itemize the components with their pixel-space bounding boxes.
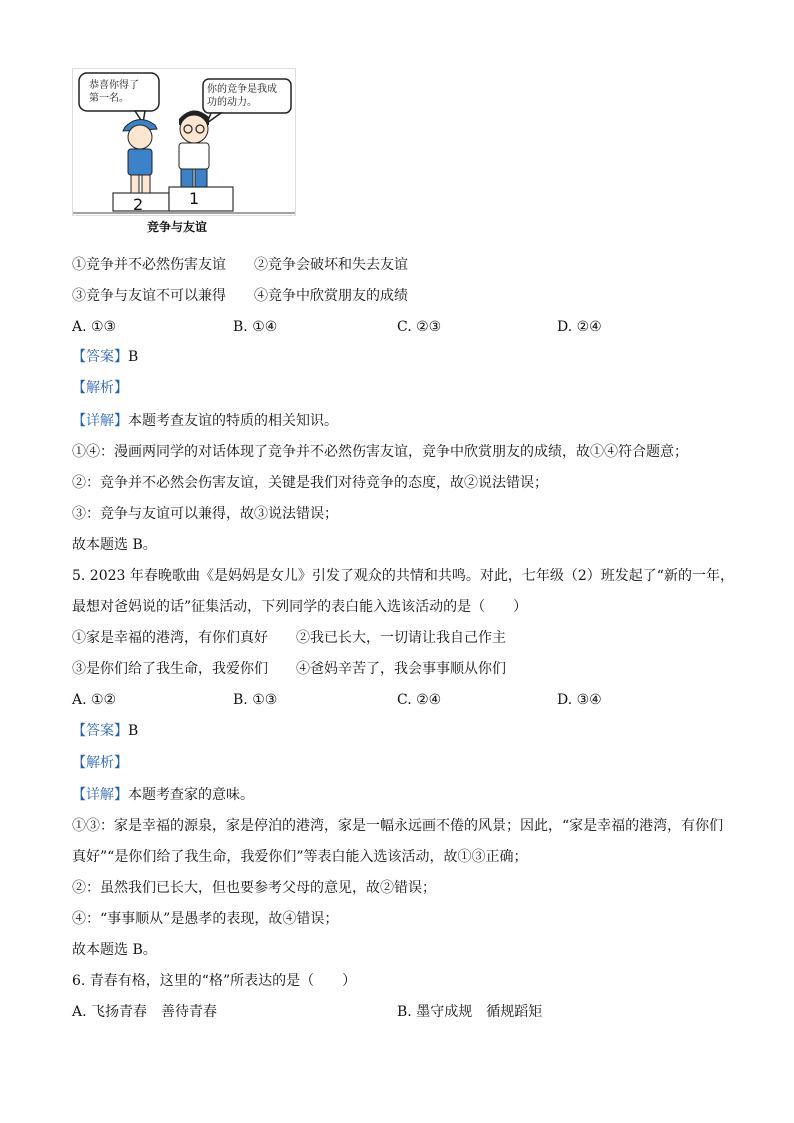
q5-answer-value: B [128, 723, 139, 739]
q4-statements-row-1 [72, 255, 408, 275]
q5-option-d: D. ③④ [557, 692, 602, 708]
q4-explain-1: ①④：漫画两同学的对话体现了竞争并不必然伤害友谊，竞争中欣赏朋友的成绩，故①④符合题意； [72, 444, 688, 460]
q5-analysis-tag: 【解析】 [72, 755, 128, 771]
q4-detail-text: 本题考查友谊的特质的相关知识。 [128, 413, 338, 429]
q5-answer [72, 721, 138, 741]
podium-number-2: 2 [133, 195, 144, 214]
q5-stem-line-1: 5. 2023 年春晚歌曲《是妈妈是女儿》引发了观众的共情和共鸣。对此，七年级（2）班发起了“新的一年， [72, 568, 734, 584]
q4-answer-value: B [128, 349, 139, 365]
q5-explain-3: ④：“事事顺从”是愚孝的表现，故④错误； [72, 911, 339, 927]
left-speech-bubble [89, 79, 139, 105]
right-bubble-line-2: 功的动力。 [207, 97, 257, 108]
q5-explain-2: ②：虽然我们已长大，但也要参考父母的意见，故②错误； [72, 880, 436, 896]
q4-option-a: A. ①③ [72, 319, 117, 335]
q4-explain-3: ③：竞争与友谊可以兼得，故③说法错误； [72, 506, 338, 522]
podium-number-1: 1 [189, 189, 200, 208]
q5-statement-2: ②我已长大，一切请让我自己作主 [296, 630, 506, 646]
q5-option-c: C. ②④ [397, 692, 442, 708]
q5-option-a: A. ①② [72, 692, 117, 708]
q4-statement-2: ②竞争会破坏和失去友谊 [254, 257, 408, 273]
q4-option-d: D. ②④ [557, 319, 602, 335]
q4-detail [72, 411, 338, 431]
q4-option-c: C. ②③ [397, 319, 442, 335]
q5-detail-text: 本题考查家的意味。 [128, 787, 254, 803]
q6-stem: 6. 青春有格，这里的“格”所表达的是（ ） [72, 973, 357, 989]
q5-statement-3: ③是你们给了我生命，我爱你们 [72, 661, 268, 677]
q6-option-a: A. 飞扬青春 善待青春 [72, 1004, 218, 1020]
q5-conclusion: 故本题选 B。 [72, 942, 157, 958]
q4-analysis-tag: 【解析】 [72, 380, 128, 396]
q6-option-b: B. 墨守成规 循规蹈矩 [397, 1004, 543, 1020]
q4-statement-4: ④竞争中欣赏朋友的成绩 [254, 288, 408, 304]
left-bubble-line-2: 第一名。 [89, 93, 129, 104]
q4-answer-tag: 【答案】 [72, 349, 128, 365]
q4-conclusion: 故本题选 B。 [72, 537, 157, 553]
q5-option-b: B. ①③ [233, 692, 278, 708]
q4-statements-row-2 [72, 286, 408, 306]
q4-detail-tag: 【详解】 [72, 413, 128, 429]
q5-statements-row-2 [72, 659, 506, 679]
q4-answer [72, 347, 138, 367]
q5-answer-tag: 【答案】 [72, 723, 128, 739]
right-speech-bubble [207, 83, 277, 109]
q5-explain-1a: ①③：家是幸福的源泉，家是停泊的港湾，家是一幅永远画不倦的风景；因此，“家是幸福的港湾，有你们 [72, 818, 724, 834]
q5-statement-4: ④爸妈辛苦了，我会事事顺从你们 [296, 661, 506, 677]
comic-caption: 竞争与友谊 [147, 220, 208, 234]
q4-statement-3: ③竞争与友谊不可以兼得 [72, 288, 226, 304]
q4-statement-1: ①竞争并不必然伤害友谊 [72, 257, 226, 273]
q4-explain-2: ②：竞争并不必然会伤害友谊，关键是我们对待竞争的态度，故②说法错误； [72, 475, 548, 491]
q4-option-b: B. ①④ [233, 319, 278, 335]
q5-statements-row-1 [72, 628, 506, 648]
q5-explain-1b: 真好”“是你们给了我生命，我爱你们”等表白能入选该活动，故①③正确； [72, 849, 528, 865]
q5-statement-1: ①家是幸福的港湾，有你们真好 [72, 630, 268, 646]
q5-detail [72, 785, 254, 805]
q5-detail-tag: 【详解】 [72, 787, 128, 803]
left-bubble-line-1: 恭喜你得了 [89, 80, 139, 91]
right-bubble-line-1: 你的竞争是我成 [207, 84, 277, 95]
q5-stem-line-2: 最想对爸妈说的话”征集活动，下列同学的表白能入选该活动的是（ ） [72, 599, 528, 615]
comic-illustration [72, 68, 296, 216]
